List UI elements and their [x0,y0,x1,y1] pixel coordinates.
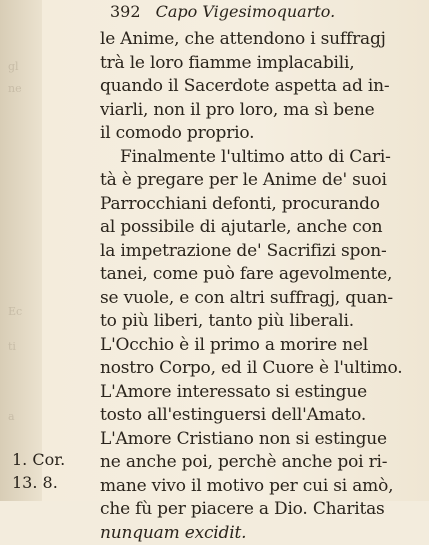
text-line: mane vivo il motivo per cui si amò, [100,475,418,499]
text-line: al possibile di ajutarle, anche con [100,216,418,240]
text-line: tosto all'estinguersi dell'Amato. [100,404,418,428]
bleed-through-text: ne [8,82,22,95]
text-line: la impetrazione de' Sacrifizi spon- [100,240,418,264]
body-text [100,28,418,545]
text-line: Finalmente l'ultimo atto di Cari- [100,146,418,170]
bleed-through-text: ti [8,340,16,353]
text-line: il comodo proprio. [100,122,418,146]
text-line: tà è pregare per le Anime de' suoi [100,169,418,193]
running-header [110,2,410,26]
bleed-through-text: Ec [8,305,22,318]
text-line: ne anche poi, perchè anche poi ri- [100,451,418,475]
text-line: che fù per piacere a Dio. Charitas [100,498,418,522]
marginal-reference [12,448,65,494]
text-line: L'Occhio è il primo a morire nel [100,334,418,358]
text-line: le Anime, che attendono i suffragj [100,28,418,52]
bleed-through-text: gl [8,60,19,73]
text-line: nunquam excidit. [100,522,418,545]
bleed-through-text: a [8,410,15,423]
text-line: viarli, non il pro loro, ma sì bene [100,99,418,123]
text-line: tanei, come può fare agevolmente, [100,263,418,287]
text-line: L'Amore interessato si estingue [100,381,418,405]
text-line: L'Amore Cristiano non si estingue [100,428,418,452]
text-line: Parrocchiani defonti, procurando [100,193,418,217]
text-line: to più liberi, tanto più liberali. [100,310,418,334]
page-gutter [0,0,42,501]
marginal-reference-verse: 13. 8. [12,471,65,494]
text-line: quando il Sacerdote aspetta ad in- [100,75,418,99]
page-number: 392 [110,2,141,21]
running-title: Capo Vigesimoquarto. [156,2,336,21]
text-line: nostro Corpo, ed il Cuore è l'ultimo. [100,357,418,381]
marginal-reference-book: 1. Cor. [12,448,65,471]
text-line: se vuole, e con altri suffragj, quan- [100,287,418,311]
text-line: trà le loro fiamme implacabili, [100,52,418,76]
